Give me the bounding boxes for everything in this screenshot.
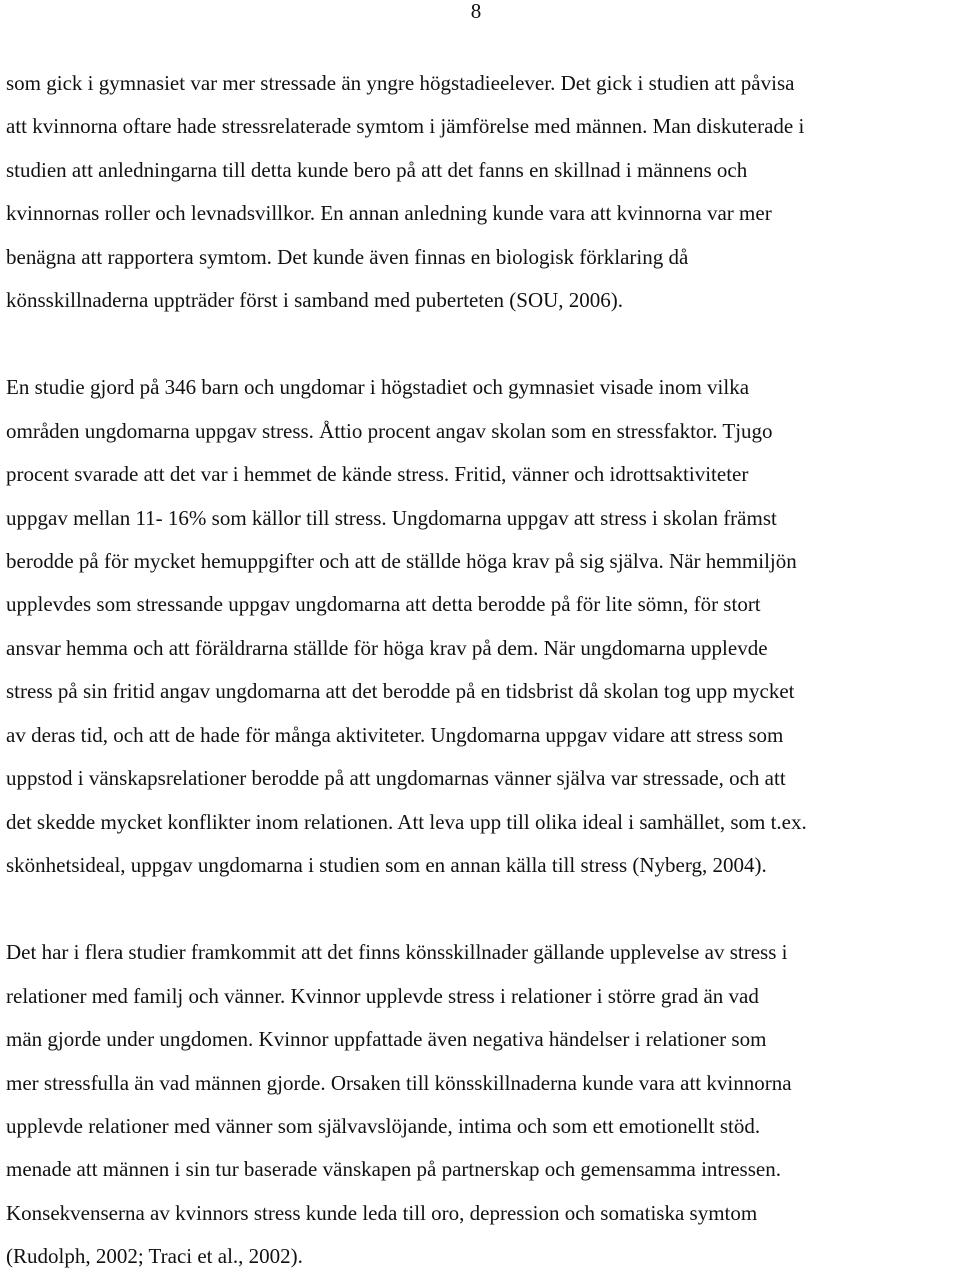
text-line: stress på sin fritid angav ungdomarna att det berodde på en tidsbrist då skolan tog upp mycket bbox=[6, 679, 795, 704]
text-line: menade att männen i sin tur baserade vänskapen på partnerskap och gemensamma intressen. bbox=[6, 1157, 781, 1182]
text-line: upplevdes som stressande uppgav ungdomarna att detta berodde på för lite sömn, för stort bbox=[6, 592, 761, 617]
text-line: studien att anledningarna till detta kunde bero på att det fanns en skillnad i männens och bbox=[6, 157, 748, 182]
text-line: berodde på för mycket hemuppgifter och att de ställde höga krav på sig själva. När hemmiljön bbox=[6, 549, 797, 574]
text-line: relationer med familj och vänner. Kvinnor upplevde stress i relationer i större grad än vad bbox=[6, 983, 759, 1008]
text-line: mer stressfulla än vad männen gjorde. Orsaken till könsskillnaderna kunde vara att kvinnorna bbox=[6, 1070, 792, 1095]
paragraph-1 bbox=[6, 62, 950, 322]
text-line: skönhetsideal, uppgav ungdomarna i studien som en annan källa till stress (Nyberg, 2004). bbox=[6, 852, 767, 877]
text-line: att kvinnorna oftare hade stressrelaterade symtom i jämförelse med männen. Man diskuterade i bbox=[6, 114, 805, 139]
document-body bbox=[6, 62, 950, 1279]
paragraph-2 bbox=[6, 366, 950, 887]
text-line: könsskillnaderna uppträder först i samband med puberteten (SOU, 2006). bbox=[6, 288, 624, 313]
text-line: benägna att rapportera symtom. Det kunde även finnas en biologisk förklaring då bbox=[6, 244, 689, 269]
text-line: av deras tid, och att de hade för många aktiviteter. Ungdomarna uppgav vidare att stress som bbox=[6, 722, 784, 747]
text-line: upplevde relationer med vänner som självavslöjande, intima och som ett emotionellt stöd. bbox=[6, 1113, 761, 1138]
text-line: ansvar hemma och att föräldrarna ställde för höga krav på dem. När ungdomarna upplevde bbox=[6, 635, 768, 660]
text-line: som gick i gymnasiet var mer stressade än yngre högstadieelever. Det gick i studien att påvisa bbox=[6, 71, 795, 95]
text-line: områden ungdomarna uppgav stress. Åttio procent angav skolan som en stressfaktor. Tjugo bbox=[6, 418, 773, 443]
text-line: uppstod i vänskapsrelationer berodde på att ungdomarnas vänner själva var stressade, och att bbox=[6, 766, 786, 791]
text-line: procent svarade att det var i hemmet de kände stress. Fritid, vänner och idrottsaktiviteter bbox=[6, 462, 749, 487]
text-line: Konsekvenserna av kvinnors stress kunde leda till oro, depression och somatiska symtom bbox=[6, 1200, 758, 1225]
text-line: män gjorde under ungdomen. Kvinnor uppfattade även negativa händelser i relationer som bbox=[6, 1027, 767, 1052]
text-line: det skedde mycket konflikter inom relationen. Att leva upp till olika ideal i samhället, som t.ex. bbox=[6, 809, 807, 834]
text-line: Det har i flera studier framkommit att det finns könsskillnader gällande upplevelse av stress i bbox=[6, 940, 788, 965]
text-line: uppgav mellan 11- 16% som källor till stress. Ungdomarna uppgav att stress i skolan främst bbox=[6, 505, 777, 530]
text-line: En studie gjord på 346 barn och ungdomar i högstadiet och gymnasiet visade inom vilka bbox=[6, 375, 750, 400]
page-number: 8 bbox=[470, 0, 482, 23]
paragraph-3 bbox=[6, 931, 950, 1278]
text-line: kvinnornas roller och levnadsvillkor. En annan anledning kunde vara att kvinnorna var mer bbox=[6, 201, 772, 226]
text-line: (Rudolph, 2002; Traci et al., 2002). bbox=[6, 1244, 303, 1269]
